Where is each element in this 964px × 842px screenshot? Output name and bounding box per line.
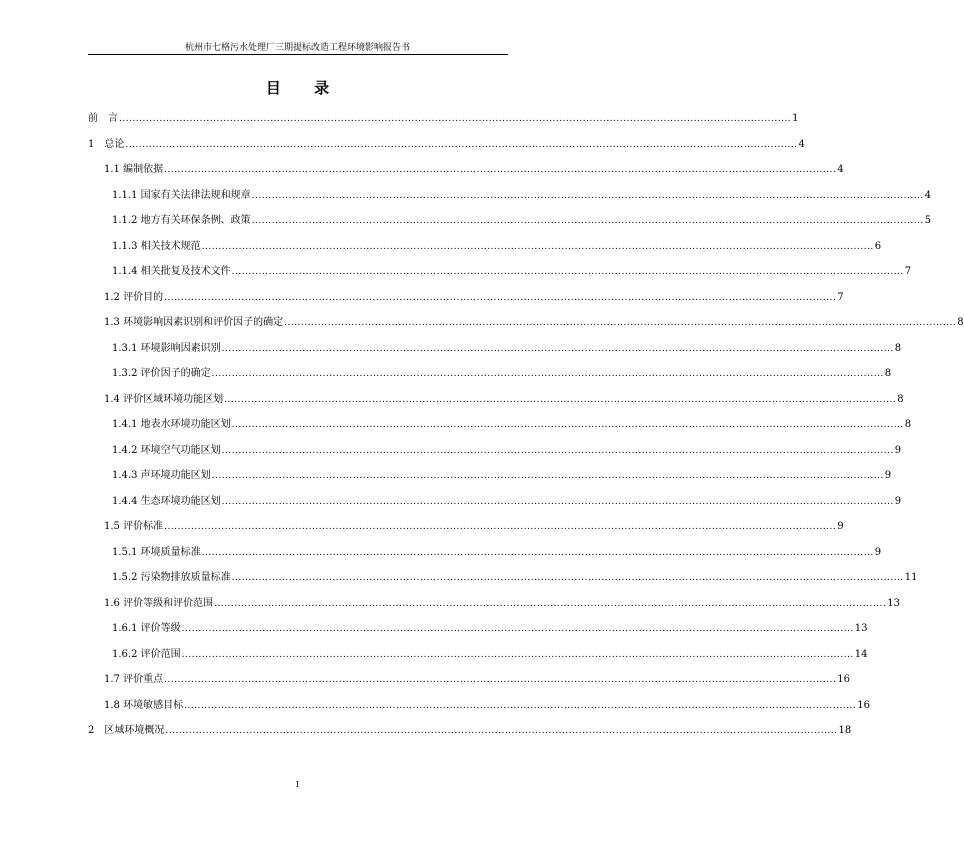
- toc-entry[interactable]: [104, 392, 904, 406]
- toc-entry-page: 11: [904, 572, 918, 583]
- toc-leader-dots: ........................................................................................................................................................................................................: [284, 318, 957, 328]
- toc-entry[interactable]: [104, 698, 870, 712]
- toc-entry-page: 16: [857, 699, 870, 711]
- toc-entry-label: 1.7 评价重点: [104, 674, 164, 685]
- toc-leader-dots: ........................................................................................................................................................................................................: [184, 700, 857, 711]
- toc-entry-label: 1.6 评价等级和评价范围: [104, 597, 214, 609]
- toc-entry-page: 13: [854, 623, 868, 634]
- toc-leader-dots: ........................................................................................................................................................................................................: [201, 241, 874, 252]
- toc-entry[interactable]: [112, 239, 882, 253]
- toc-entry[interactable]: [112, 417, 912, 431]
- toc-leader-dots: ........................................................................................................................................................................................................: [211, 471, 884, 481]
- toc-heading: 目 录: [265, 79, 344, 97]
- toc-entry-page: 9: [874, 546, 882, 558]
- toc-entry-label: 1.6.1 评价等级: [112, 623, 181, 634]
- toc-entry[interactable]: [88, 137, 805, 151]
- toc-leader-dots: ........................................................................................................................................................................................................: [181, 624, 854, 634]
- toc-entry[interactable]: [104, 162, 844, 176]
- toc-leader-dots: ........................................................................................................................................................................................................: [181, 649, 854, 660]
- toc-entry-page: 4: [924, 189, 932, 201]
- toc-leader-dots: ........................................................................................................................................................................................................: [231, 420, 904, 430]
- toc-entry-page: 9: [837, 521, 844, 532]
- toc-entry-label: 1.2 评价目的: [104, 291, 164, 303]
- toc-entry[interactable]: [112, 366, 892, 380]
- toc-entry[interactable]: [112, 468, 892, 482]
- toc-entry-label: 1.5.1 环境质量标准: [112, 546, 201, 558]
- toc-leader-dots: ........................................................................................................................................................................................................: [221, 496, 894, 507]
- toc-entry-label: 1.5 评价标准: [104, 521, 164, 532]
- toc-entry-label: 1.1 编制依据: [104, 164, 164, 175]
- toc-leader-dots: ........................................................................................................................................................................................................: [125, 139, 798, 150]
- toc-entry-page: 9: [884, 470, 892, 481]
- toc-entry[interactable]: [112, 264, 912, 278]
- toc-entry[interactable]: [112, 647, 868, 661]
- toc-entry-label: 1.5.2 污染物排放质量标准: [112, 572, 231, 583]
- toc-leader-dots: ........................................................................................................................................................................................................: [251, 216, 924, 226]
- toc-leader-dots: ........................................................................................................................................................................................................: [164, 675, 837, 685]
- toc-entry[interactable]: [88, 111, 799, 125]
- toc-entry[interactable]: [112, 213, 932, 227]
- toc-leader-dots: ........................................................................................................................................................................................................: [231, 573, 904, 583]
- toc-entry[interactable]: [112, 188, 932, 202]
- toc-leader-dots: ........................................................................................................................................................................................................: [221, 343, 894, 354]
- toc-leader-dots: ........................................................................................................................................................................................................: [214, 598, 887, 609]
- toc-leader-dots: ........................................................................................................................................................................................................: [211, 369, 884, 379]
- toc-leader-dots: ........................................................................................................................................................................................................: [251, 190, 924, 201]
- toc-entry-label: 1.4.2 环境空气功能区划: [112, 444, 221, 456]
- toc-entry-label: 1.1.1 国家有关法律法规和规章: [112, 189, 251, 201]
- toc-entry[interactable]: [104, 596, 900, 610]
- toc-entry-page: 8: [897, 393, 904, 405]
- toc-entry-label: 1.3 环境影响因素识别和评价因子的确定: [104, 317, 284, 328]
- toc-leader-dots: ........................................................................................................................................................................................................: [164, 165, 837, 175]
- toc-entry[interactable]: [112, 545, 882, 559]
- toc-entry-page: 5: [924, 215, 932, 226]
- toc-entry-page: 8: [904, 419, 912, 430]
- toc-entry-label: 1.1.4 相关批复及技术文件: [112, 266, 231, 277]
- toc-entry-label: 1.4.1 地表水环境功能区划: [112, 419, 231, 430]
- toc-entry-label: 1.4.4 生态环境功能区划: [112, 495, 221, 507]
- toc-entry-page: 8: [894, 342, 902, 354]
- toc-entry-page: 9: [894, 444, 902, 456]
- toc-entry-page: 4: [837, 164, 844, 175]
- toc-entry-page: 16: [837, 674, 850, 685]
- toc-entry[interactable]: [104, 672, 850, 686]
- toc-entry[interactable]: [104, 519, 844, 533]
- page-number: I: [295, 780, 300, 789]
- toc-entry-label: 1.3.1 环境影响因素识别: [112, 342, 221, 354]
- toc-entry-page: 13: [887, 597, 900, 609]
- toc-entry-page: 6: [874, 240, 882, 252]
- toc-entry-page: 4: [798, 138, 805, 150]
- toc-entry-label: 1.8 环境敏感目标: [104, 699, 184, 711]
- toc-leader-dots: ........................................................................................................................................................................................................: [164, 292, 837, 303]
- toc-entry[interactable]: [112, 443, 902, 457]
- toc-leader-dots: ........................................................................................................................................................................................................: [224, 394, 897, 405]
- toc-entry-label: 1.6.2 评价范围: [112, 648, 181, 660]
- toc-entry-label: 1.1.3 相关技术规范: [112, 240, 201, 252]
- toc-entry-label: 2 区域环境概况: [88, 725, 165, 736]
- toc-entry-label: 1.4.3 声环境功能区划: [112, 470, 211, 481]
- toc-entry-page: 8: [884, 368, 892, 379]
- toc-entry[interactable]: [104, 290, 844, 304]
- toc-leader-dots: ........................................................................................................................................................................................................: [221, 445, 894, 456]
- toc-entry-page: 1: [792, 113, 799, 124]
- toc-entry-page: 7: [837, 291, 844, 303]
- toc-entry-page: 14: [854, 648, 868, 660]
- toc-entry[interactable]: [88, 723, 852, 737]
- toc-entry[interactable]: [112, 494, 902, 508]
- toc-entry-label: 前 言: [88, 113, 118, 124]
- toc-entry-label: 1.3.2 评价因子的确定: [112, 368, 211, 379]
- toc-entry-page: 8: [957, 317, 964, 328]
- toc-entry[interactable]: [112, 341, 902, 355]
- running-header-title: 杭州市七格污水处理厂三期提标改造工程环境影响报告书: [184, 43, 410, 53]
- toc-leader-dots: ........................................................................................................................................................................................................: [164, 522, 837, 532]
- toc-entry[interactable]: [112, 570, 918, 584]
- toc-leader-dots: ........................................................................................................................................................................................................: [119, 114, 792, 124]
- toc-leader-dots: ........................................................................................................................................................................................................: [231, 267, 904, 277]
- toc-entry-label: 1.4 评价区域环境功能区划: [104, 393, 224, 405]
- toc-leader-dots: ........................................................................................................................................................................................................: [201, 547, 874, 558]
- toc-entry[interactable]: [112, 621, 868, 635]
- toc-leader-dots: ........................................................................................................................................................................................................: [165, 726, 838, 736]
- toc-entry-page: 9: [894, 495, 902, 507]
- toc-entry[interactable]: [104, 315, 964, 329]
- toc-entry-label: 1.1.2 地方有关环保条例、政策: [112, 215, 251, 226]
- toc-entry-label: 1 总论: [88, 138, 125, 150]
- toc-entry-page: 18: [838, 725, 852, 736]
- toc-entry-page: 7: [904, 266, 912, 277]
